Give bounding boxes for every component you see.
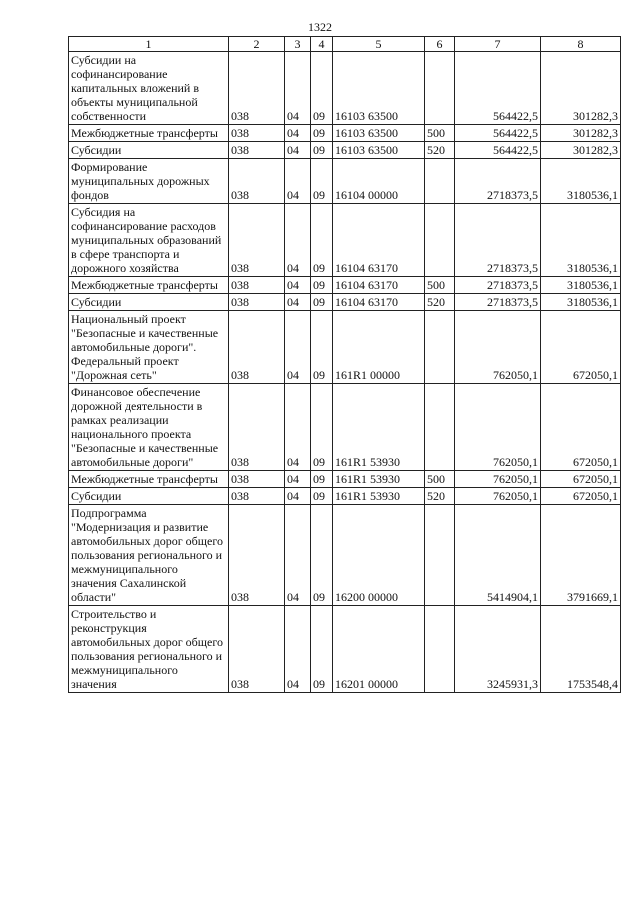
row-subsection-cell: 09 [311,471,333,488]
column-header: 1 [69,37,229,52]
column-header: 7 [455,37,541,52]
row-amount-year1-cell: 762050,1 [455,471,541,488]
row-expense-type-cell [425,505,455,606]
row-amount-year2-cell: 672050,1 [541,311,621,384]
row-subsection-cell: 09 [311,204,333,277]
row-target-article-cell: 161R1 53930 [333,488,425,505]
row-amount-year1-cell: 564422,5 [455,142,541,159]
row-subsection-cell: 09 [311,125,333,142]
row-target-article-cell: 161R1 00000 [333,311,425,384]
row-admin-code-cell: 038 [229,277,285,294]
row-subsection-cell: 09 [311,505,333,606]
row-admin-code-cell: 038 [229,125,285,142]
row-section-cell: 04 [285,52,311,125]
row-target-article-cell: 16104 63170 [333,294,425,311]
row-name-cell: Субсидии [69,488,229,505]
column-header: 6 [425,37,455,52]
row-subsection-cell: 09 [311,384,333,471]
row-section-cell: 04 [285,505,311,606]
row-target-article-cell: 16104 63170 [333,277,425,294]
row-subsection-cell: 09 [311,488,333,505]
row-section-cell: 04 [285,294,311,311]
row-name-cell: Межбюджетные трансферты [69,277,229,294]
row-admin-code-cell: 038 [229,384,285,471]
row-name-cell: Субсидия на софинансирование расходов муниципальных образований в сфере транспорта и дорожного хозяйства [69,204,229,277]
row-subsection-cell: 09 [311,52,333,125]
row-amount-year2-cell: 3180536,1 [541,159,621,204]
row-amount-year1-cell: 2718373,5 [455,159,541,204]
row-amount-year2-cell: 301282,3 [541,125,621,142]
row-amount-year2-cell: 3791669,1 [541,505,621,606]
row-amount-year1-cell: 2718373,5 [455,294,541,311]
table-row [69,606,621,693]
row-amount-year1-cell: 2718373,5 [455,277,541,294]
row-expense-type-cell [425,311,455,384]
row-expense-type-cell: 500 [425,125,455,142]
budget-table [68,36,621,693]
row-subsection-cell: 09 [311,311,333,384]
row-amount-year2-cell: 3180536,1 [541,294,621,311]
row-amount-year2-cell: 301282,3 [541,52,621,125]
row-subsection-cell: 09 [311,606,333,693]
row-section-cell: 04 [285,384,311,471]
row-name-cell: Формирование муниципальных дорожных фондов [69,159,229,204]
row-amount-year1-cell: 2718373,5 [455,204,541,277]
row-subsection-cell: 09 [311,142,333,159]
table-row [69,204,621,277]
row-amount-year2-cell: 1753548,4 [541,606,621,693]
row-admin-code-cell: 038 [229,159,285,204]
row-amount-year2-cell: 301282,3 [541,142,621,159]
row-name-cell: Субсидии [69,142,229,159]
table-row [69,311,621,384]
row-expense-type-cell [425,606,455,693]
row-expense-type-cell: 520 [425,142,455,159]
row-target-article-cell: 16201 00000 [333,606,425,693]
column-header: 5 [333,37,425,52]
row-amount-year1-cell: 3245931,3 [455,606,541,693]
table-row [69,384,621,471]
column-header: 2 [229,37,285,52]
row-name-cell: Строительство и реконструкция автомобильных дорог общего пользования регионального и межмуниципального значения [69,606,229,693]
row-name-cell: Субсидии на софинансирование капитальных вложений в объекты муниципальной собственности [69,52,229,125]
row-expense-type-cell [425,384,455,471]
row-admin-code-cell: 038 [229,52,285,125]
page-number: 1322 [308,20,332,34]
table-row [69,505,621,606]
row-section-cell: 04 [285,204,311,277]
row-amount-year2-cell: 3180536,1 [541,277,621,294]
row-subsection-cell: 09 [311,277,333,294]
row-subsection-cell: 09 [311,294,333,311]
table-row [69,488,621,505]
row-section-cell: 04 [285,125,311,142]
table-row [69,52,621,125]
row-name-cell: Межбюджетные трансферты [69,471,229,488]
row-amount-year1-cell: 5414904,1 [455,505,541,606]
row-name-cell: Подпрограмма "Модернизация и развитие автомобильных дорог общего пользования регионального и межмуниципального значения Сахалинской области" [69,505,229,606]
row-admin-code-cell: 038 [229,294,285,311]
row-name-cell: Национальный проект "Безопасные и качественные автомобильные дороги". Федеральный проект "Дорожная сеть" [69,311,229,384]
row-target-article-cell: 161R1 53930 [333,471,425,488]
row-section-cell: 04 [285,311,311,384]
row-target-article-cell: 16103 63500 [333,142,425,159]
row-subsection-cell: 09 [311,159,333,204]
row-amount-year2-cell: 672050,1 [541,384,621,471]
row-section-cell: 04 [285,488,311,505]
row-section-cell: 04 [285,606,311,693]
table-row [69,142,621,159]
table-row [69,471,621,488]
row-expense-type-cell [425,204,455,277]
table-body [69,52,621,693]
row-amount-year1-cell: 564422,5 [455,52,541,125]
row-admin-code-cell: 038 [229,142,285,159]
row-admin-code-cell: 038 [229,488,285,505]
row-section-cell: 04 [285,277,311,294]
row-expense-type-cell: 520 [425,294,455,311]
table-row [69,277,621,294]
row-section-cell: 04 [285,471,311,488]
row-target-article-cell: 16103 63500 [333,52,425,125]
row-expense-type-cell: 500 [425,277,455,294]
column-header: 8 [541,37,621,52]
row-admin-code-cell: 038 [229,606,285,693]
row-amount-year2-cell: 672050,1 [541,471,621,488]
table-row [69,159,621,204]
row-admin-code-cell: 038 [229,204,285,277]
column-header: 4 [311,37,333,52]
row-expense-type-cell: 500 [425,471,455,488]
table-row [69,294,621,311]
row-target-article-cell: 16104 63170 [333,204,425,277]
row-section-cell: 04 [285,142,311,159]
row-target-article-cell: 161R1 53930 [333,384,425,471]
row-target-article-cell: 16103 63500 [333,125,425,142]
row-section-cell: 04 [285,159,311,204]
row-admin-code-cell: 038 [229,471,285,488]
row-amount-year1-cell: 762050,1 [455,384,541,471]
row-amount-year1-cell: 762050,1 [455,488,541,505]
row-admin-code-cell: 038 [229,505,285,606]
row-expense-type-cell [425,159,455,204]
row-target-article-cell: 16200 00000 [333,505,425,606]
table-header-row [69,37,621,52]
row-amount-year2-cell: 672050,1 [541,488,621,505]
row-amount-year1-cell: 564422,5 [455,125,541,142]
row-expense-type-cell [425,52,455,125]
row-name-cell: Межбюджетные трансферты [69,125,229,142]
row-amount-year2-cell: 3180536,1 [541,204,621,277]
row-amount-year1-cell: 762050,1 [455,311,541,384]
row-name-cell: Финансовое обеспечение дорожной деятельности в рамках реализации национального проекта "Безопасные и качественные автомобильные дороги" [69,384,229,471]
table-row [69,125,621,142]
column-header: 3 [285,37,311,52]
row-expense-type-cell: 520 [425,488,455,505]
row-name-cell: Субсидии [69,294,229,311]
row-target-article-cell: 16104 00000 [333,159,425,204]
row-admin-code-cell: 038 [229,311,285,384]
